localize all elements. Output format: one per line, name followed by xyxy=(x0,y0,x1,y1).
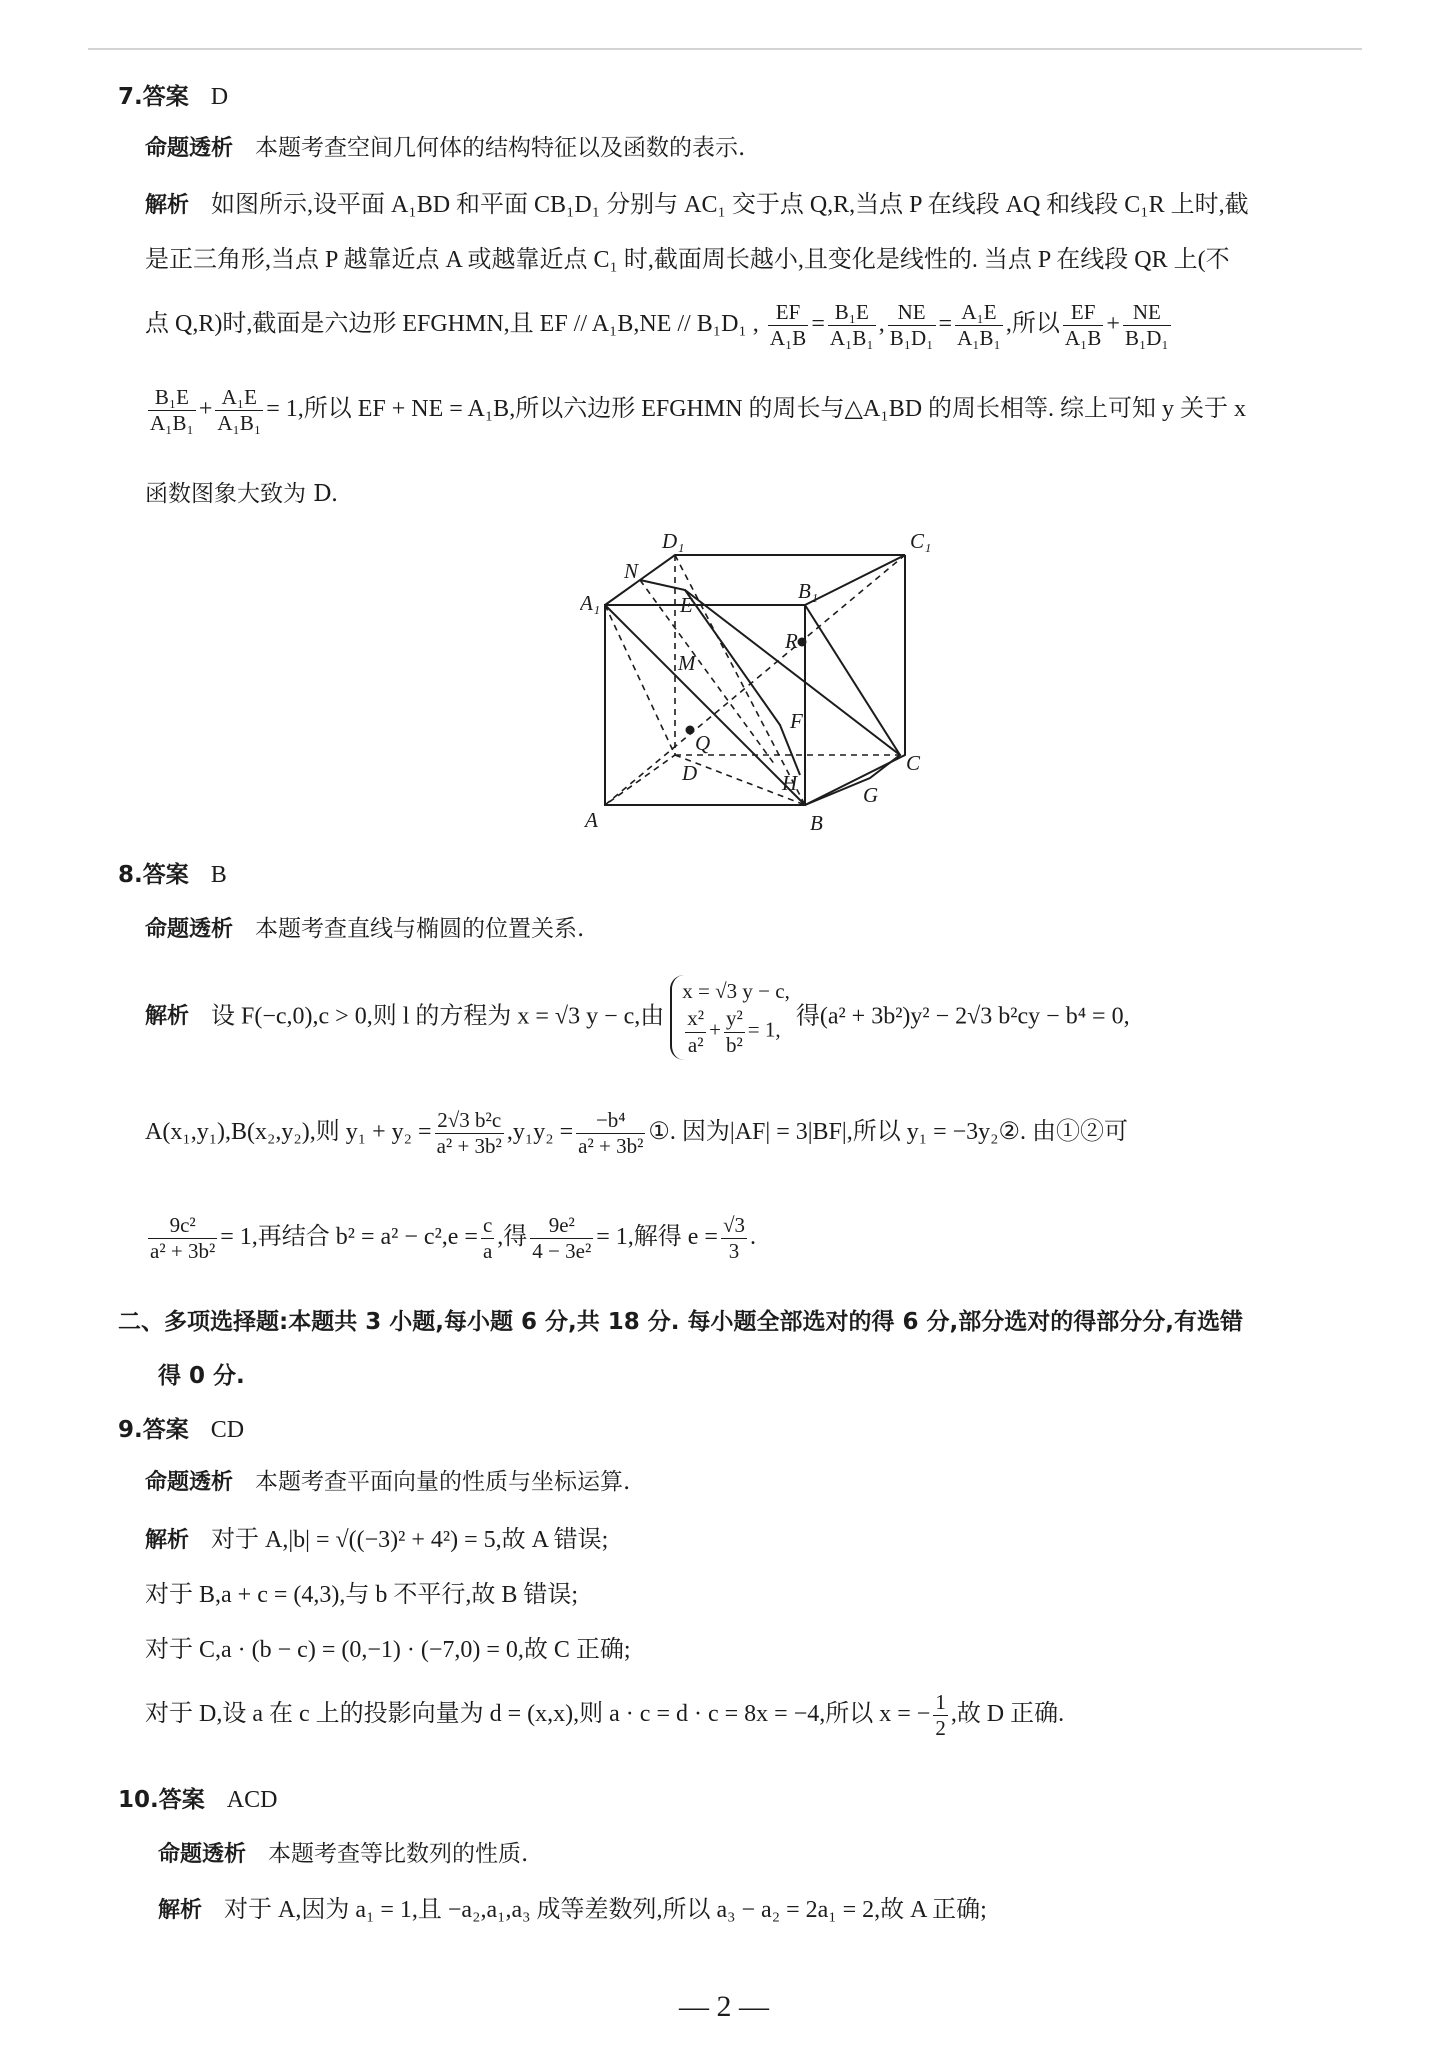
section2-heading-line-1: 二、多项选择题:本题共 3 小题,每小题 6 分,共 18 分. 每小题全部选对的得 6 分,部分选对的得部分分,有选错 xyxy=(118,1309,1243,1335)
q9-frac-half-num: 1 xyxy=(935,1690,946,1714)
q8-number: 8. xyxy=(118,862,143,888)
q7-frac3-den: B₁D₁ xyxy=(889,326,934,351)
q7-answer-line xyxy=(118,82,228,112)
q8-frac-h3-den: 4 − 3e² xyxy=(532,1239,592,1264)
q9-line4-text-b: ,故 D 正确. xyxy=(950,1701,1065,1728)
point-r xyxy=(798,638,807,647)
q7-frac8-den: A₁B₁ xyxy=(217,411,262,436)
q7-fraction-6 xyxy=(1123,300,1171,351)
page-number: — 2 — xyxy=(679,1990,769,2023)
q9-fraction-half xyxy=(933,1690,948,1741)
q8-solution-line-3 xyxy=(145,1213,756,1264)
q8-sys-frac-x-den: a² xyxy=(685,1032,706,1058)
q9-frac-half-den: 2 xyxy=(935,1716,946,1741)
q8-system-eq1: x = √3 y − c, xyxy=(682,979,790,1003)
q7-line3-text-a: 点 Q,R)时,截面是六边形 EFGHMN,且 EF // A₁B,NE // B₁D₁ , xyxy=(145,311,759,338)
q8-frac-result-num: √3 xyxy=(722,1213,746,1237)
q8-frac-result-den: 3 xyxy=(721,1238,747,1264)
q7-solution-line-1 xyxy=(145,190,1249,220)
q9-analysis-line xyxy=(145,1468,630,1497)
q7-frac2-den: A₁B₁ xyxy=(829,326,874,351)
top-face-edges xyxy=(605,555,905,605)
q7-fraction-1 xyxy=(768,300,809,351)
section-edge-b1cgb xyxy=(805,605,900,805)
q8-answer-line xyxy=(118,860,227,890)
q8-frac-sum-den: a² + 3b² xyxy=(436,1134,502,1159)
label-a: A xyxy=(585,808,598,832)
label-g: G xyxy=(863,783,879,807)
q8-line3-text-b: ,得 xyxy=(497,1224,528,1251)
q10-analysis-line xyxy=(158,1840,528,1869)
q7-line4-text: = 1,所以 EF + NE = A₁B,所以六边形 EFGHMN 的周长与△A₁BD 的周长相等. 综上可知 y 关于 x xyxy=(266,396,1247,423)
q9-solution-line-2: 对于 B,a + c = (4,3),与 b 不平行,故 B 错误; xyxy=(145,1582,579,1608)
q8-frac-h3-num: 9e² xyxy=(548,1213,575,1237)
q8-line3-text-c: = 1,解得 e = xyxy=(596,1224,718,1251)
q7-fraction-2 xyxy=(828,300,876,351)
q7-frac1-num: EF xyxy=(775,300,801,324)
section-edge-nef xyxy=(640,580,800,775)
q8-sys-frac-y-num: y² xyxy=(725,1006,743,1031)
q8-frac-e-num: c xyxy=(482,1213,493,1237)
q7-answer-value: D xyxy=(210,84,229,110)
q7-frac6-den: B₁D₁ xyxy=(1124,326,1169,351)
q7-frac5-num: EF xyxy=(1070,300,1096,324)
q7-answer-label: 答案 xyxy=(142,84,189,110)
label-b1: B₁ xyxy=(798,579,819,603)
q8-system-eq2: $\frac{\text{x²}}{\text{a²}}$ + $\frac{\text{y²}}{\text{b²}}$ = 1, xyxy=(687,1006,781,1057)
q9-answer-value: CD xyxy=(210,1417,245,1443)
label-h: H xyxy=(782,771,798,795)
q9-solution-line-3: 对于 C,a · (b − c) = (0,−1) · (−7,0) = 0,故 C 正确; xyxy=(145,1637,631,1663)
q7-fraction-4 xyxy=(955,300,1003,351)
q7-frac1-den: A₁B xyxy=(769,326,807,351)
cube-figure xyxy=(580,530,950,835)
q9-solution-text-1: 对于 A,|b| = √((−3)² + 4²) = 5,故 A 错误; xyxy=(211,1527,609,1553)
q8-equation-system xyxy=(670,975,790,1060)
q8-line1-text-b: 得(a² + 3b²)y² − 2√3 b²cy − b⁴ = 0, xyxy=(795,1003,1130,1030)
q8-solution-line-2 xyxy=(145,1108,1128,1159)
q9-solution-line-1 xyxy=(145,1525,608,1555)
q8-line2-text-a: A(x₁,y₁),B(x₂,y₂),则 y₁ + y₂ = xyxy=(145,1119,432,1146)
q8-frac-prod-den: a² + 3b² xyxy=(578,1134,644,1159)
q7-frac5-den: A₁B xyxy=(1064,326,1102,351)
q8-answer-label: 答案 xyxy=(142,862,189,888)
q9-line4-text-a: 对于 D,设 a 在 c 上的投影向量为 d = (x,x),则 a · c = d · c = 8x = −4,所以 x = − xyxy=(145,1701,931,1728)
q8-frac-prod-num: −b⁴ xyxy=(595,1108,626,1132)
q8-sys-frac-x xyxy=(685,1006,706,1057)
q9-number: 9. xyxy=(118,1417,143,1443)
q7-solution-line-3: 点 Q,R)时,截面是六边形 EFGHMN,且 EF // A₁B,NE // B₁D₁ , $\frac{EF}{\text{A₁B}}$ = $\frac{\text{B₁E}}{\text{A₁B₁}}$ , $\frac{NE}{\text{B₁D₁}}$ = $\frac{\text{A₁E}}{\text{A₁B₁}}$ ,所以 $\frac{EF}{\text{A₁B}}$ + $\frac{NE}{\text{B₁D₁}}$ xyxy=(145,300,1169,351)
label-c: C xyxy=(906,751,921,775)
q8-fraction-sum xyxy=(435,1108,504,1159)
section2-heading-line-2: 得 0 分. xyxy=(158,1363,245,1389)
q8-fraction-product xyxy=(576,1108,645,1159)
right-back-edges xyxy=(805,555,905,805)
q9-analysis-text: 本题考查平面向量的性质与坐标运算. xyxy=(255,1469,631,1495)
label-e: E xyxy=(680,593,693,617)
q8-solution-label: 解析 xyxy=(145,1004,190,1030)
q7-solution-line-4: $\frac{\text{B₁E}}{\text{A₁B₁}}$ + $\frac{\text{A₁E}}{\text{A₁B₁}}$ = 1,所以 EF + NE = A₁B,所以六边形 EFGHMN 的周长与△A₁BD 的周长相等. 综上可知 y 关于 x xyxy=(150,385,1247,436)
label-m: M xyxy=(678,651,696,675)
q8-line3-text-d: . xyxy=(750,1224,757,1251)
q10-analysis-text: 本题考查等比数列的性质. xyxy=(268,1841,529,1867)
q8-sys-eq2-rhs: = 1, xyxy=(747,1017,781,1042)
q10-solution-label: 解析 xyxy=(158,1898,203,1923)
q7-number: 7. xyxy=(118,84,143,110)
label-b: B xyxy=(810,811,823,835)
q7-solution-label: 解析 xyxy=(145,193,190,218)
q7-frac4-num: A₁E xyxy=(961,300,997,324)
q7-frac3-num: NE xyxy=(897,300,926,324)
q8-frac-h1-num: 9c² xyxy=(169,1213,196,1237)
q8-sys-frac-y-den: b² xyxy=(725,1032,743,1057)
q10-answer-label: 答案 xyxy=(158,1787,205,1813)
q8-analysis-text: 本题考查直线与椭圆的位置关系. xyxy=(255,916,585,942)
q8-solution-line-1 xyxy=(145,975,1130,1060)
label-f: F xyxy=(790,709,803,733)
q9-solution-line-4 xyxy=(145,1690,1064,1741)
q8-fraction-h3 xyxy=(530,1213,593,1264)
q7-frac2-num: B₁E xyxy=(834,300,869,324)
q7-fraction-8 xyxy=(215,385,263,436)
q7-fraction-7 xyxy=(148,385,196,436)
q8-line2-text-c: ①. 因为|AF| = 3|BF|,所以 y₁ = −3y₂②. 由①②可 xyxy=(648,1119,1129,1146)
label-q: Q xyxy=(695,731,711,755)
q8-line2-text-b: ,y₁y₂ = xyxy=(506,1119,574,1146)
q7-frac6-num: NE xyxy=(1132,300,1161,324)
q7-line3-text-b: ,所以 xyxy=(1005,311,1060,338)
q8-frac-sum-num: 2√3 b²c xyxy=(437,1108,502,1132)
q8-fraction-h1 xyxy=(148,1213,217,1264)
section-edge-a1b xyxy=(605,605,805,805)
label-n: N xyxy=(624,559,639,583)
point-q xyxy=(686,726,695,735)
q7-frac4-den: A₁B₁ xyxy=(957,326,1001,351)
q8-sys-frac-y xyxy=(724,1006,745,1057)
q9-analysis-label: 命题透析 xyxy=(145,1470,234,1495)
q8-analysis-label: 命题透析 xyxy=(145,917,234,942)
q7-solution-line-2: 是正三角形,当点 P 越靠近点 A 或越靠近点 C₁ 时,截面周长越小,且变化是线性的. 当点 P 在线段 QR 上(不 xyxy=(145,247,1230,273)
q10-solution-text-1: 对于 A,因为 a₁ = 1,且 −a₂,a₁,a₃ 成等差数列,所以 a₃ − a₂ = 2a₁ = 2,故 A 正确; xyxy=(224,1897,987,1923)
label-c1: C₁ xyxy=(910,530,932,553)
q10-number: 10. xyxy=(118,1787,159,1813)
label-d: D xyxy=(682,761,698,785)
label-d1: D₁ xyxy=(662,530,685,553)
top-rule xyxy=(88,48,1362,50)
q9-answer-label: 答案 xyxy=(142,1417,189,1443)
q7-analysis-line xyxy=(145,134,745,163)
q10-answer-value: ACD xyxy=(226,1787,278,1813)
label-r: R xyxy=(785,629,798,653)
q7-fraction-3 xyxy=(888,300,936,351)
q7-fraction-5 xyxy=(1063,300,1104,351)
q10-analysis-label: 命题透析 xyxy=(158,1842,247,1867)
hidden-edge-a1d xyxy=(605,605,675,755)
q8-frac-h1-den: a² + 3b² xyxy=(150,1239,216,1264)
q10-solution-line-1 xyxy=(158,1895,987,1925)
q7-frac8-num: A₁E xyxy=(221,385,257,409)
q8-fraction-e xyxy=(481,1213,494,1264)
q7-solution-line-5: 函数图象大致为 D. xyxy=(145,481,339,507)
label-a1: A₁ xyxy=(580,591,601,615)
q9-solution-label: 解析 xyxy=(145,1528,190,1553)
q9-answer-line xyxy=(118,1415,244,1445)
q7-frac7-num: B₁E xyxy=(154,385,189,409)
q8-frac-e-den: a xyxy=(482,1239,493,1264)
q8-fraction-result xyxy=(721,1213,747,1264)
q8-analysis-line xyxy=(145,915,584,944)
q8-line1-text-a: 设 F(−c,0),c > 0,则 l 的方程为 x = √3 y − c,由 xyxy=(211,1003,665,1030)
q10-answer-line xyxy=(118,1785,277,1815)
q8-sys-frac-x-num: x² xyxy=(687,1006,705,1031)
q8-answer-value: B xyxy=(210,862,227,888)
q7-solution-text-1: 如图所示,设平面 A₁BD 和平面 CB₁D₁ 分别与 AC₁ 交于点 Q,R,当点 P 在线段 AQ 和线段 C₁R 上时,截 xyxy=(211,192,1249,218)
q7-analysis-text: 本题考查空间几何体的结构特征以及函数的表示. xyxy=(255,135,746,161)
q7-frac7-den: A₁B₁ xyxy=(150,411,194,436)
q8-line3-text-a: = 1,再结合 b² = a² − c²,e = xyxy=(220,1224,478,1251)
q7-analysis-label: 命题透析 xyxy=(145,136,234,161)
